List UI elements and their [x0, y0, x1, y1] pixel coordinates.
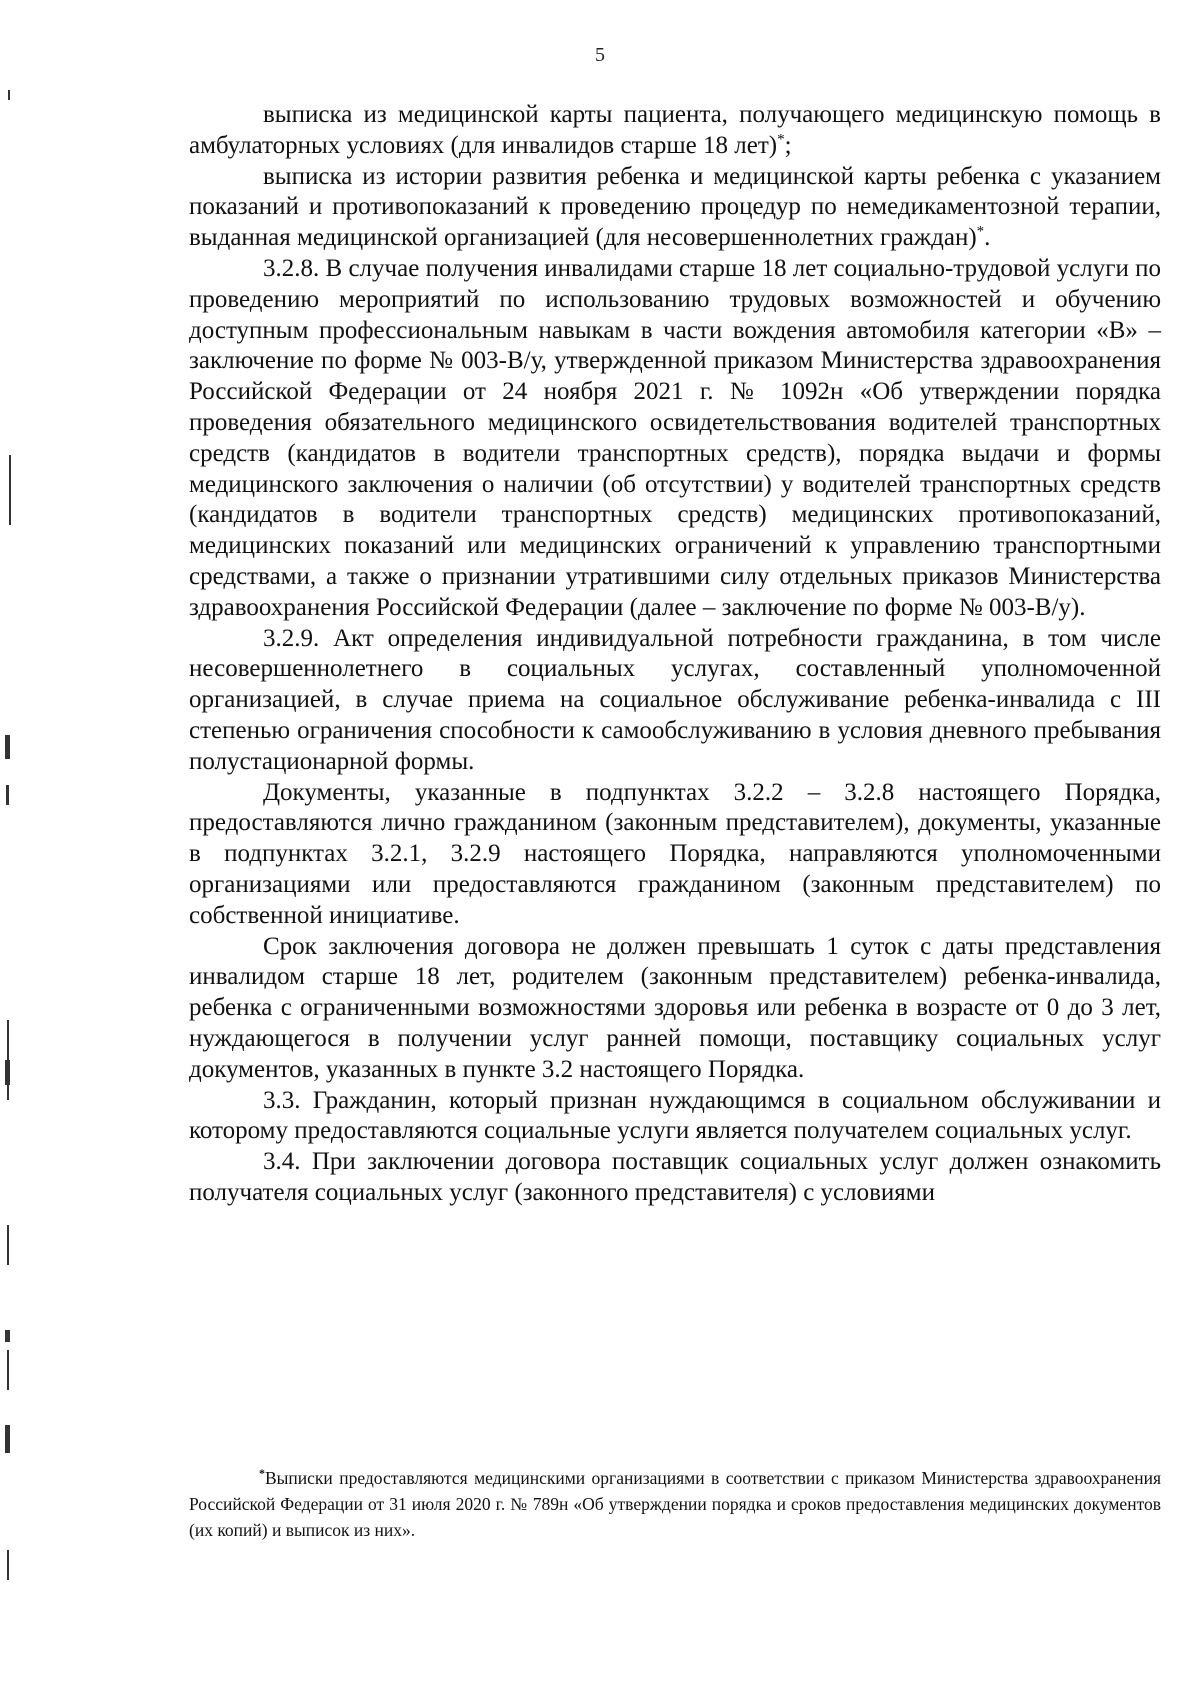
- paragraph-contract-term: Срок заключения договора не должен превышать 1 суток с даты представления инвалидом старше 18 лет, родителем (законным представителем) ребенка-инвалида, ребенка с ограниченными возможностями здоровья или ребенка в возрасте от 0 до 3 лет, нуждающегося в получении услуг ранней помощи, поставщику социальных услуг документов, указанных в пункте 3.2 настоящего Порядка.: [189, 932, 1161, 1083]
- paragraph-text: выписка из медицинской карты пациента, получающего медицинскую помощь в амбулаторных условиях (для инвалидов старше 18 лет): [189, 101, 1161, 159]
- main-text: [189, 100, 1161, 1209]
- footnote-paragraph: [189, 1465, 1161, 1543]
- footnote-marker: *: [976, 223, 985, 240]
- paragraph-punctuation: .: [984, 224, 991, 252]
- paragraph-3-2-9: 3.2.9. Акт определения индивидуальной потребности гражданина, в том числе несовершеннолетнего в социальных услугах, составленный уполномоченной организацией, в случае приема на социальное обслуживание ребенка-инвалида с III степенью ограничения способности к самообслуживанию в условия дневного пребывания полустационарной формы.: [189, 624, 1161, 775]
- paragraph-punctuation: ;: [784, 131, 792, 159]
- paragraph-3-4: 3.4. При заключении договора поставщик социальных услуг должен ознакомить получателя социальных услуг (законного представителя) с условиями: [189, 1148, 1161, 1206]
- paragraph-extract-outpatient: [189, 100, 1161, 162]
- page-number: 5: [595, 44, 605, 66]
- footnote-text: Выписки предоставляются медицинскими организациями в соответствии с приказом Министерства здравоохранения Российской Федерации от 31 июля 2020 г. № 789н «Об утверждении порядка и сроков предоставления медицинских документов (их копий) и выписок из них».: [189, 1468, 1161, 1540]
- footnote-marker: *: [259, 1466, 265, 1481]
- paragraph-text: выписка из истории развития ребенка и медицинской карты ребенка с указанием показаний и противопоказаний к проведению процедур по немедикаментозной терапии, выданная медицинской организацией (для несовершеннолетних граждан): [189, 162, 1161, 252]
- scan-margin-artifacts: [0, 0, 30, 1697]
- paragraph-3-3: 3.3. Гражданин, который признан нуждающимся в социальном обслуживании и которому предоставляются социальные услуги является получателем социальных услуг.: [189, 1086, 1161, 1145]
- paragraph-extract-child: [189, 162, 1161, 254]
- footnote: [189, 1465, 1161, 1543]
- footnote-marker: *: [777, 131, 785, 148]
- paragraph-3-2-8: 3.2.8. В случае получения инвалидами старше 18 лет социально-трудовой услуги по проведению мероприятий по использованию трудовых возможностей и обучению доступным профессиональным навыкам в части вождения автомобиля категории «В» – заключение по форме № 003-В/у, утвержденной приказом Министерства здравоохранения Российской Федерации от 24 ноября 2021 г. № 1092н «Об утверждении порядка проведения обязательного медицинского освидетельствования водителей транспортных средств (кандидатов в водители транспортных средств), порядка выдачи и формы медицинского заключения о наличии (об отсутствии) у водителей транспортных средств (кандидатов в водители транспортных средств) медицинских противопоказаний, медицинских показаний или медицинских ограничений к управлению транспортными средствами, а также о признании утратившими силу отдельных приказов Министерства здравоохранения Российской Федерации (далее – заключение по форме № 003-В/у).: [189, 254, 1161, 621]
- paragraph-documents: Документы, указанные в подпунктах 3.2.2 – 3.2.8 настоящего Порядка, предоставляются лично гражданином (законным представителем), документы, указанные в подпунктах 3.2.1, 3.2.9 настоящего Порядка, направляются уполномоченными организациями или предоставляются гражданином (законным представителем) по собственной инициативе.: [189, 778, 1161, 929]
